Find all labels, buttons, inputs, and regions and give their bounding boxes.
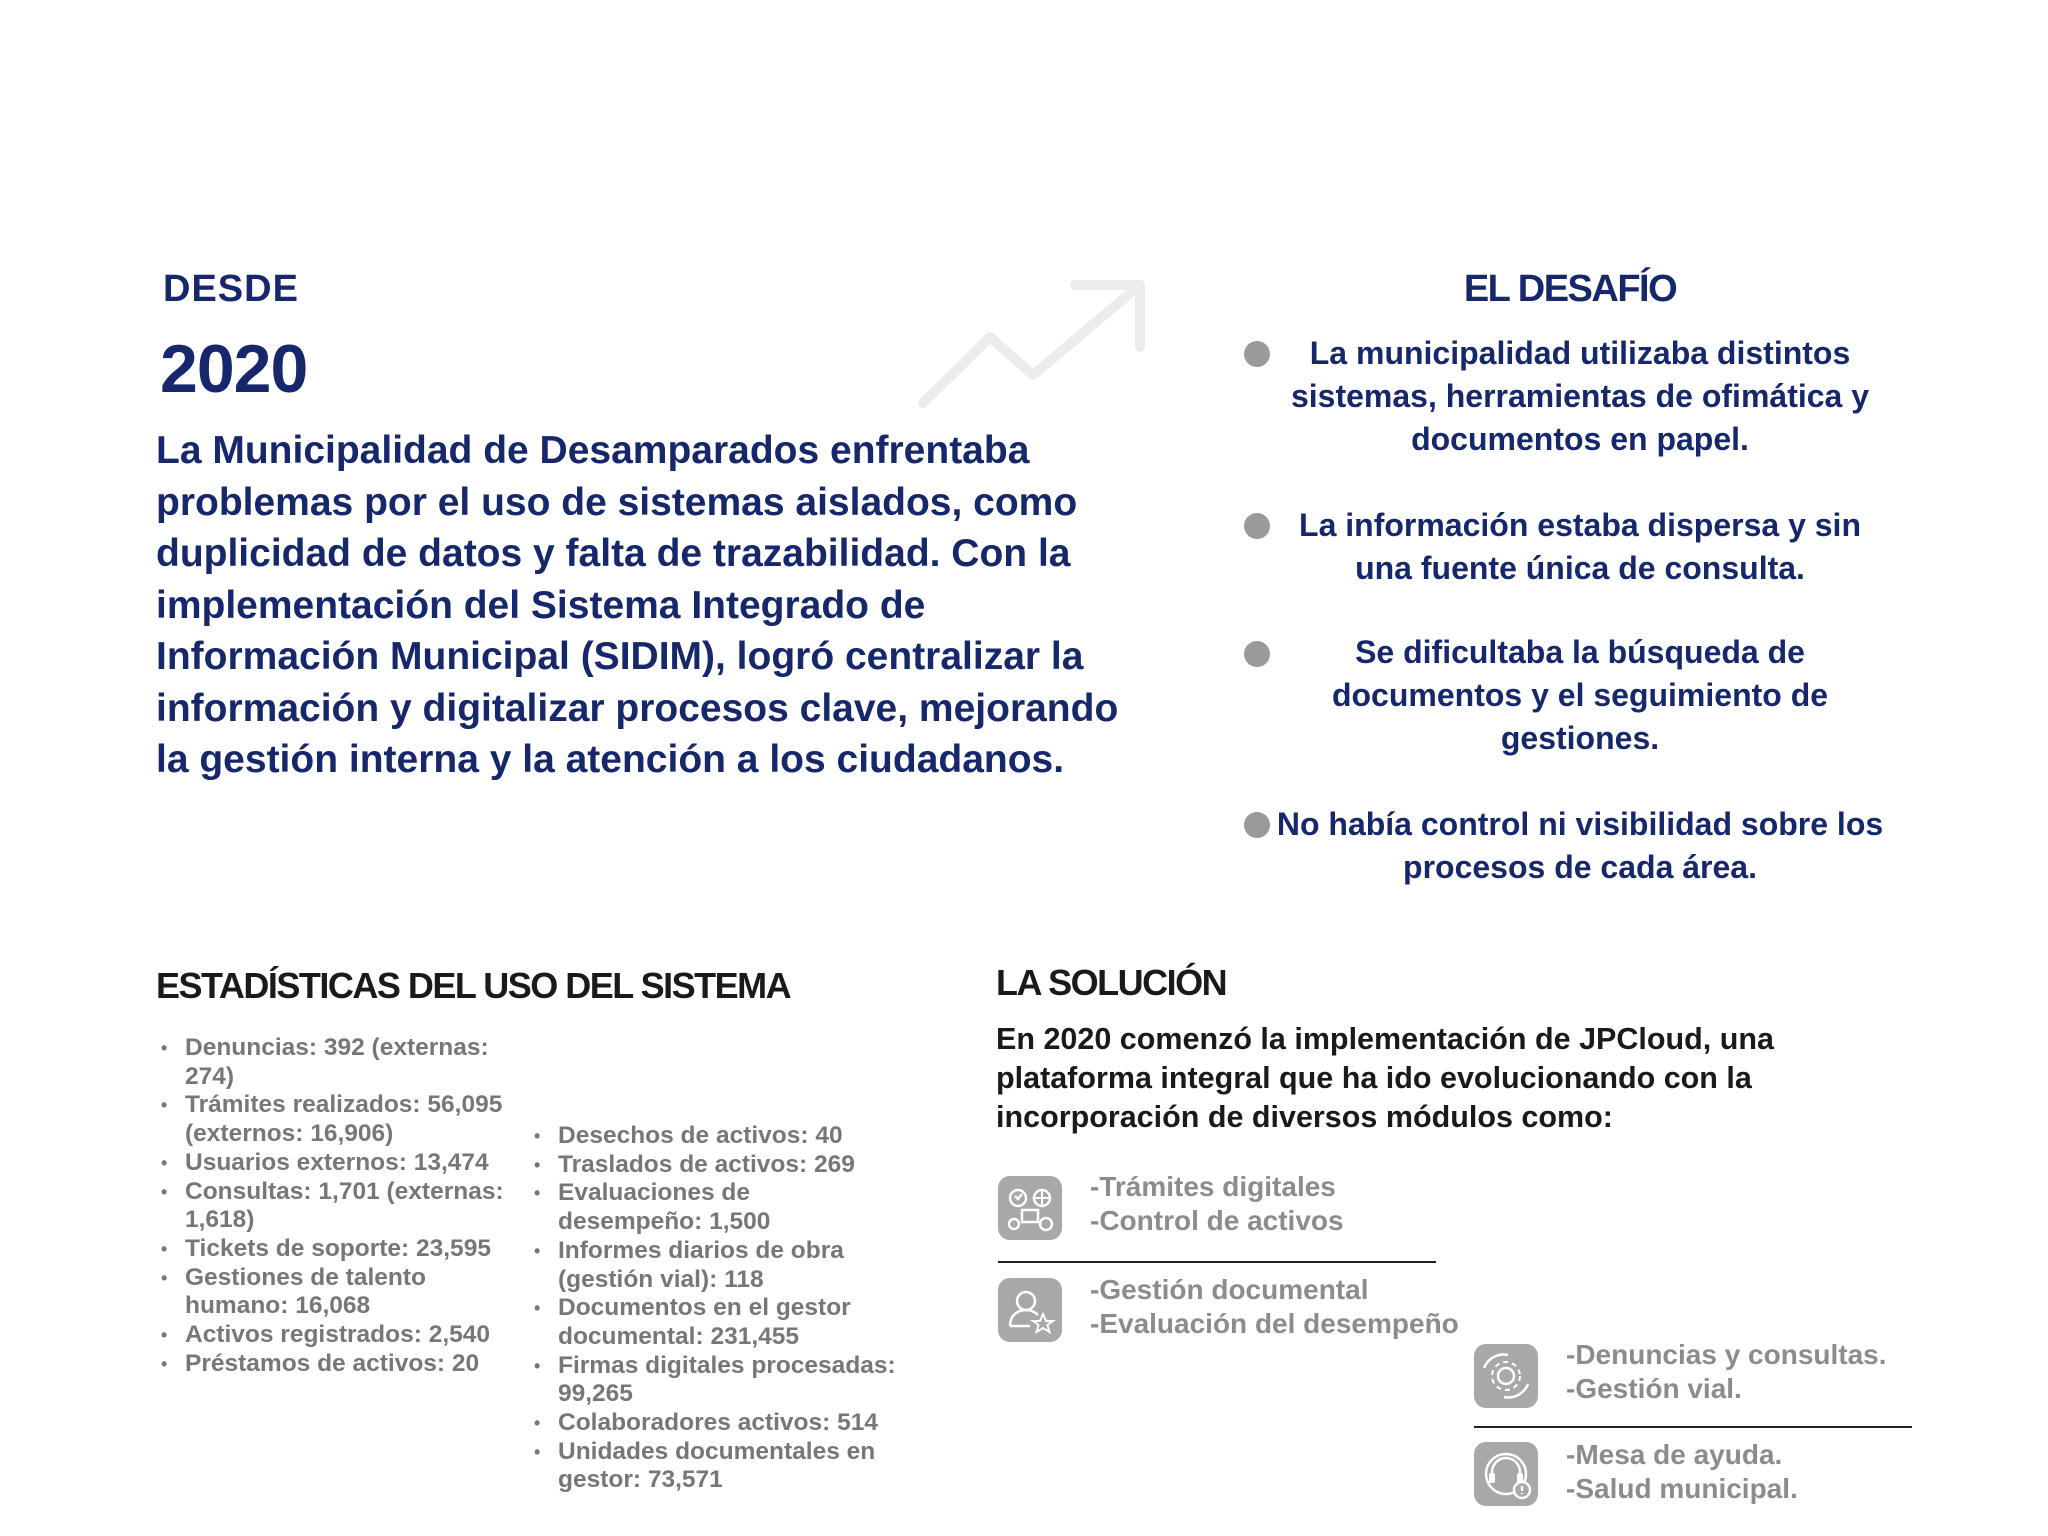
stat-item: • Tickets de soporte: 23,595 xyxy=(157,1235,532,1264)
stat-item: • Evaluaciones de desempeño: 1,500 xyxy=(530,1179,900,1236)
module-item xyxy=(1566,1438,1798,1506)
challenge-item: No había control ni visibilidad sobre los procesos de cada área. xyxy=(1276,806,1884,885)
stat-item: • Informes diarios de obra (gestión vial): 118 xyxy=(530,1237,900,1294)
module-line: -Trámites digitales xyxy=(1090,1171,1336,1202)
stat-item: • Documentos en el gestor documental: 231,455 xyxy=(530,1294,900,1351)
stats-list-left xyxy=(157,1034,532,1378)
consultation-gear-icon xyxy=(1474,1344,1538,1408)
trending-up-arrow-icon xyxy=(915,275,1155,415)
stat-item: • Desechos de activos: 40 xyxy=(530,1122,900,1151)
solution-paragraph: En 2020 comenzó la implementación de JPCloud, una plataforma integral que ha ido evolucionando con la incorporación de diversos módulos como: xyxy=(996,1022,1774,1134)
user-star-icon xyxy=(998,1278,1062,1342)
module-line: -Mesa de ayuda. xyxy=(1566,1439,1783,1470)
digital-processes-icon xyxy=(998,1176,1062,1240)
module-line: -Denuncias y consultas. xyxy=(1566,1339,1887,1370)
intro-paragraph: La Municipalidad de Desamparados enfrentaba problemas por el uso de sistemas aislados, como duplicidad de datos y falta de trazabilidad. Con la implementación del Sistema Integrado de Información Municipal (SIDIM), logró centralizar la información y digitalizar procesos clave, mejorando la gestión interna y la atención a los ciudadanos. xyxy=(156,429,1119,781)
module-item xyxy=(1090,1273,1459,1341)
stats-list-right xyxy=(530,1122,900,1495)
module-line: -Gestión documental xyxy=(1090,1274,1369,1305)
stat-item: • Consultas: 1,701 (externas: 1,618) xyxy=(157,1178,532,1235)
challenge-item: La información estaba dispersa y sin una fuente única de consulta. xyxy=(1299,507,1861,586)
stat-item: • Unidades documentales en gestor: 73,571 xyxy=(530,1438,900,1495)
stats-title: ESTADÍSTICAS DEL USO DEL SISTEMA xyxy=(156,965,791,1006)
bullet-dot xyxy=(1244,641,1270,667)
year-heading: 2020 xyxy=(160,331,308,407)
module-item xyxy=(1566,1338,1887,1406)
divider xyxy=(1474,1426,1912,1428)
module-line: -Control de activos xyxy=(1090,1205,1344,1236)
bullet-dot xyxy=(1244,513,1270,539)
stat-item: • Trámites realizados: 56,095 (externos: 16,906) xyxy=(157,1091,532,1148)
challenge-title: EL DESAFÍO xyxy=(1463,268,1677,310)
module-item xyxy=(1090,1170,1344,1238)
bullet-dot xyxy=(1244,812,1270,838)
desde-label: DESDE xyxy=(163,268,299,310)
stat-item: • Traslados de activos: 269 xyxy=(530,1151,900,1180)
stat-item: • Activos registrados: 2,540 xyxy=(157,1321,532,1350)
divider xyxy=(998,1261,1436,1263)
stat-item: • Colaboradores activos: 514 xyxy=(530,1409,900,1438)
stat-item: • Préstamos de activos: 20 xyxy=(157,1350,532,1379)
module-line: -Gestión vial. xyxy=(1566,1373,1742,1404)
stat-item: • Usuarios externos: 13,474 xyxy=(157,1149,532,1178)
module-line: -Evaluación del desempeño xyxy=(1090,1308,1459,1339)
help-desk-headset-icon xyxy=(1474,1442,1538,1506)
challenge-item: La municipalidad utilizaba distintos sistemas, herramientas de ofimática y documentos en papel. xyxy=(1290,335,1870,457)
stat-item: • Denuncias: 392 (externas: 274) xyxy=(157,1034,532,1091)
challenge-item: Se dificultaba la búsqueda de documentos y el seguimiento de gestiones. xyxy=(1331,634,1829,756)
module-line: -Salud municipal. xyxy=(1566,1473,1798,1504)
solution-title: LA SOLUCIÓN xyxy=(996,962,1227,1003)
stat-item: • Gestiones de talento humano: 16,068 xyxy=(157,1264,532,1321)
stat-item: • Firmas digitales procesadas: 99,265 xyxy=(530,1352,900,1409)
bullet-dot xyxy=(1244,341,1270,367)
